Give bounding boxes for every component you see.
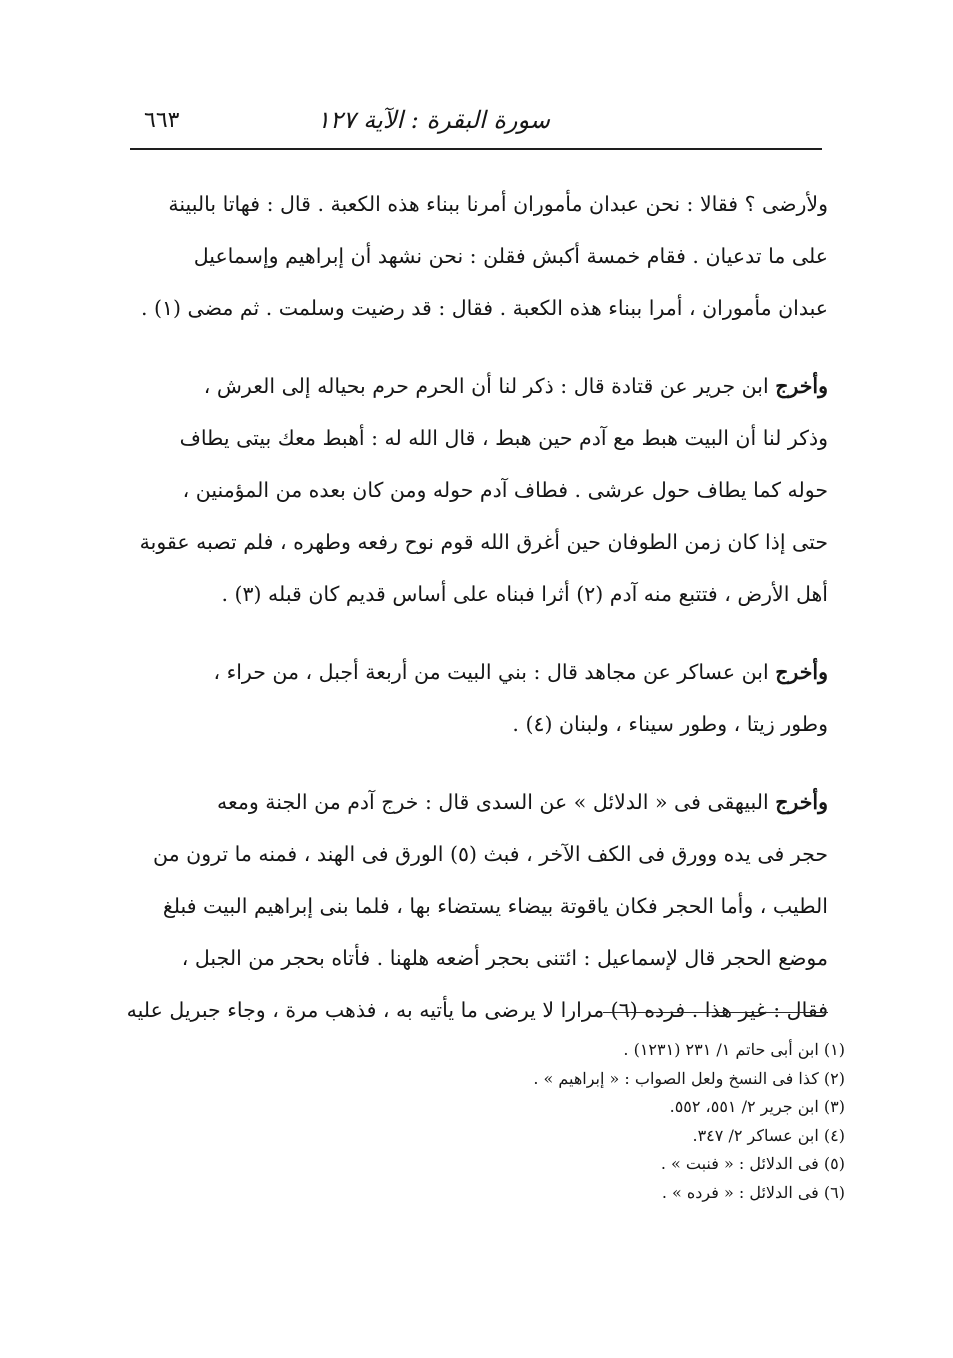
footnote-3: (٣) ابن جرير ٢/ ٥٥١، ٥٥٢. [669, 1097, 845, 1116]
text-line: الطيب ، وأما الحجر فكان ياقوتة بيضاء يستضاء بها ، فلما بنى إبراهيم البيت فبلغ [162, 894, 828, 918]
text-line [150, 360, 828, 412]
page-number: ٦٦٣ [144, 108, 180, 133]
paragraph-4 [126, 776, 828, 1036]
paragraph-lead-word: وأخرج [775, 374, 828, 398]
text-line: ولأرضى ؟ فقالا : نحن عبدان مأموران أمرنا ببناء هذه الكعبة . قال : فهاتا بالبينة [168, 192, 828, 216]
footnote-2: (٢) كذا فى النسخ ولعل الصواب : « إبراهيم » . [533, 1068, 845, 1088]
footnotes [400, 1036, 845, 1207]
text-line: حتى إذا كان زمن الطوفان حين أغرق الله قوم نوح رفعه وطهره ، فلم تصبه عقوبة [139, 530, 828, 554]
footnote-5: (٥) فى الدلائل : « فنبت » . [660, 1154, 845, 1173]
footnote-4: (٤) ابن عساكر ٢/ ٣٤٧. [692, 1125, 845, 1145]
paragraph-1 [140, 178, 828, 334]
text-line: وطور زيتا ، وطور سيناء ، ولبنان (٤) . [512, 712, 828, 736]
text-line [150, 776, 828, 828]
running-header [130, 100, 820, 144]
header-title: سورة البقرة : الآية ١٢٧ [316, 106, 550, 134]
text-line: حجر فى يده وورق فى الكف الآخر ، فبث (٥) الورق فى الهند ، فمنه ما ترون من [153, 842, 828, 866]
paragraph-lead-word: وأخرج [775, 660, 828, 684]
text-line [150, 646, 828, 698]
footnote-6: (٦) فى الدلائل : « فرده » . [661, 1182, 845, 1202]
paragraph-lead-word: وأخرج [775, 790, 828, 814]
text-line-rest: ابن جرير عن قتادة قال : ذكر لنا أن الحرم حرم بحياله إلى العرش ، [203, 374, 776, 398]
text-line: وذكر لنا أن البيت هبط مع آدم حين هبط ، قال الله له : أهبط معك بيتى يطاف [179, 426, 828, 450]
text-line: أهل الأرض ، فتتبع منه آدم (٢) أثرا فبناه على أساس قديم كان قبله (٣) . [221, 582, 828, 606]
text-line: فقال : غير هذا . فرده (٦) مرارا لا يرضى ما يأتيه به ، فذهب مرة ، وجاء جبريل عليه [126, 998, 828, 1022]
text-line-rest: البيهقى فى « الدلائل » عن السدى قال : خرج آدم من الجنة ومعه [216, 790, 776, 814]
paragraph-2 [139, 360, 828, 620]
header-rule [130, 148, 822, 150]
footnote-rule [603, 1012, 828, 1013]
text-line: على ما تدعيان . فقام خمسة أكبش فقلن : نحن نشهد أن إبراهيم وإسماعيل [193, 244, 828, 268]
paragraph-3 [150, 646, 828, 750]
text-line: موضع الحجر قال لإسماعيل : ائتنى بحجر أضعه هلهنا . فأتاه بحجر من الجبل ، [181, 946, 828, 970]
text-line: حوله كما يطاف حول عرشى . فطاف آدم حوله ومن كان بعده من المؤمنين ، [182, 478, 828, 502]
text-line: عبدان مأموران ، أمرا ببناء هذه الكعبة . فقال : قد رضيت وسلمت . ثم مضى (١) . [140, 296, 828, 320]
text-line-rest: ابن عساكر عن مجاهد قال : بني البيت من أربعة أجبل ، من حراء ، [213, 660, 776, 684]
main-text [126, 178, 828, 1062]
footnote-1: (١) ابن أبى حاتم ١/ ٢٣١ (١٢٣١) . [623, 1040, 845, 1059]
